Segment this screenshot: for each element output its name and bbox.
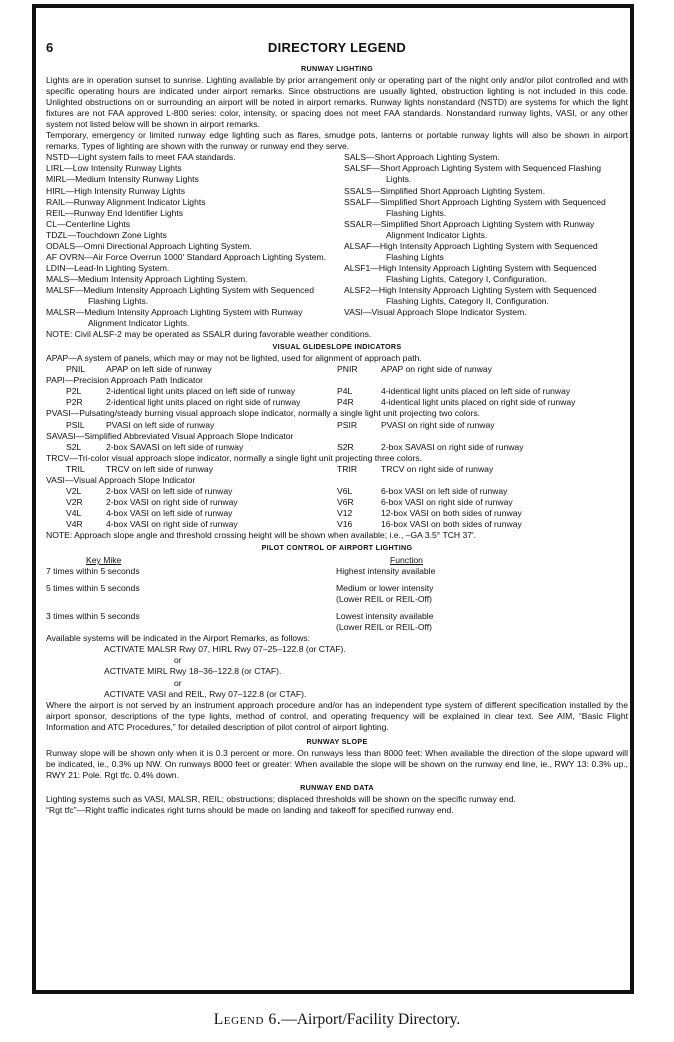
code: V4R bbox=[66, 518, 83, 529]
code-row bbox=[46, 397, 628, 408]
lighting-code-item: VASI—Visual Approach Slope Indicator System. bbox=[344, 307, 527, 318]
code-description: APAP on right side of runway bbox=[381, 364, 492, 375]
code-description: 4-box VASI on right side of runway bbox=[106, 518, 238, 529]
section-heading-runway-end-data: RUNWAY END DATA bbox=[300, 782, 374, 792]
key-mike-cell: 3 times within 5 seconds bbox=[46, 611, 140, 622]
document-body bbox=[46, 62, 628, 816]
code-description: PVASI on right side of runway bbox=[381, 419, 495, 430]
code: PNIL bbox=[66, 364, 86, 375]
note: NOTE: Approach slope angle and threshold crossing height will be shown when available; i.e., –GA 3.5° TCH 37′. bbox=[46, 529, 477, 540]
caption-title: —Airport/Facility Directory. bbox=[281, 1011, 461, 1028]
code-description: 4-identical light units placed on left side of runway bbox=[381, 386, 571, 397]
paragraph: Runway slope will be shown only when it is 0.3 percent or more. On runways less than 8000 feet: When available the direction of the slope upward will be indicated, ie., 0.3% up NW. On runways 8000 feet or greater: When available the slope will be shown on the runway end line, ie., RWY 13: 0.3% up., RWY 21: Pole. Rgt tfc. 0.4% down. bbox=[46, 747, 628, 780]
code-description: 6-box VASI on right side of runway bbox=[381, 496, 513, 507]
code: P2R bbox=[66, 397, 83, 408]
key-mike-cell: 5 times within 5 seconds bbox=[46, 583, 140, 594]
lighting-code-item: LIRL—Low Intensity Runway Lights bbox=[46, 163, 182, 174]
function-cell: Lowest intensity available (Lower REIL or REIL-Off) bbox=[336, 611, 434, 633]
lighting-code-item: ALSF2—High Intensity Approach Lighting System with Sequenced Flashing Lights, Category II, Configuration. bbox=[344, 284, 597, 306]
section-heading-runway-lighting: RUNWAY LIGHTING bbox=[301, 64, 373, 73]
code-description: APAP on left side of runway bbox=[106, 364, 212, 375]
code: PSIR bbox=[337, 419, 358, 430]
lighting-code-item: REIL—Runway End Identifier Lights bbox=[46, 207, 184, 218]
or-separator: or bbox=[174, 655, 182, 666]
code: TRIR bbox=[337, 463, 358, 474]
pilot-control-row bbox=[46, 583, 628, 605]
code-description: 12-box VASI on both sides of runway bbox=[381, 507, 522, 518]
column-header-function: Function bbox=[390, 555, 423, 566]
code: V6L bbox=[337, 485, 353, 496]
code-row bbox=[46, 386, 628, 397]
code: V2L bbox=[66, 485, 82, 496]
code-description: 2-identical light units placed on right side of runway bbox=[106, 397, 301, 408]
lighting-code-item: AF OVRN—Air Force Overrun 1000′ Standard Approach Lighting System. bbox=[46, 251, 327, 262]
lighting-code-item: SSALR—Simplified Short Approach Lighting System with Runway Alignment Indicator Lights. bbox=[344, 218, 595, 240]
code: V2R bbox=[66, 496, 83, 507]
activate-example: ACTIVATE VASI and REIL, Rwy 07–122.8 (or CTAF). bbox=[104, 688, 307, 699]
function-cell: Highest intensity available bbox=[336, 566, 436, 577]
system-definition: PVASI—Pulsating/steady burning visual approach slope indicator, normally a single light unit projecting two colors. bbox=[46, 408, 481, 419]
column-header-key-mike: Key Mike bbox=[86, 555, 122, 566]
paragraph: “Rgt tfc”—Right traffic indicates right turns should be made on landing and takeoff for specified runway end. bbox=[46, 805, 454, 816]
lighting-code-item: MIRL—Medium Intensity Runway Lights bbox=[46, 174, 199, 185]
code-description: 2-box VASI on left side of runway bbox=[106, 485, 233, 496]
code-description: TRCV on right side of runway bbox=[381, 463, 494, 474]
code-row bbox=[46, 486, 628, 497]
paragraph: Where the airport is not served by an instrument approach procedure and/or has an independent type system of different specification installed by the airport sponsor, descriptions of the type lights, method of control, and operating frequency will be explained in clear text. See AIM, “Basic Flight Information and ATC Procedures,” for detailed description of pilot control of airport lighting. bbox=[46, 699, 628, 732]
activate-example: ACTIVATE MIRL Rwy 18–36–122.8 (or CTAF). bbox=[104, 666, 282, 677]
lighting-code-item: MALSR—Medium Intensity Approach Lighting System with Runway Alignment Indicator Lights. bbox=[46, 307, 303, 329]
code-description: 16-box VASI on both sides of runway bbox=[381, 518, 522, 529]
lighting-code-item: HIRL—High Intensity Runway Lights bbox=[46, 185, 185, 196]
code: P2L bbox=[66, 386, 82, 397]
paragraph: Lights are in operation sunset to sunrise. Lighting available by prior arrangement only or operating part of the night only and/or pilot controlled and with specific operating hours are indicated under airport remarks. Since obstructions are usually lighted, obstruction lighting is not included in this code. Unlighted obstructions on or surrounding an airport will be noted in airport remarks. Runway lights nonstandard (NSTD) are systems for which the light fixtures are not FAA approved L-800 series: color, intensity, or spacing does not meet FAA standards. Nonstandard runway lights, VASI, or any other system not listed below will be shown in airport remarks. bbox=[46, 75, 628, 130]
lighting-code-item: SALS—Short Approach Lighting System. bbox=[344, 152, 500, 163]
section-heading-runway-slope: RUNWAY SLOPE bbox=[306, 736, 368, 746]
code: P4R bbox=[337, 397, 354, 408]
lighting-codes-left bbox=[46, 152, 330, 329]
system-definition: APAP—A system of panels, which may or may not be lighted, used for alignment of approach path. bbox=[46, 353, 422, 364]
code-description: 2-identical light units placed on left side of runway bbox=[106, 386, 296, 397]
lighting-code-item: ALSF1—High Intensity Approach Lighting System with Sequenced Flashing Lights, Category I, Configuration. bbox=[344, 262, 597, 284]
code-description: 2-box SAVASI on left side of runway bbox=[106, 441, 244, 452]
code-description: TRCV on left side of runway bbox=[106, 463, 213, 474]
code-description: 2-box VASI on right side of runway bbox=[106, 496, 238, 507]
note: NOTE: Civil ALSF-2 may be operated as SSALR during favorable weather conditions. bbox=[46, 329, 372, 340]
code: V4L bbox=[66, 507, 82, 518]
pilot-control-table-header bbox=[46, 555, 628, 566]
code: TRIL bbox=[66, 463, 85, 474]
lighting-code-item: RAIL—Runway Alignment Indicator Lights bbox=[46, 196, 206, 207]
code: S2L bbox=[66, 441, 82, 452]
code: PSIL bbox=[66, 419, 85, 430]
code-row bbox=[46, 442, 628, 453]
page-number: 6 bbox=[46, 40, 54, 55]
activate-example: ACTIVATE MALSR Rwy 07, HIRL Rwy 07–25–122.8 (or CTAF). bbox=[104, 644, 346, 655]
code-description: 2-box SAVASI on right side of runway bbox=[381, 441, 524, 452]
lighting-codes bbox=[46, 152, 628, 329]
paragraph: Available systems will be indicated in the Airport Remarks, as follows: bbox=[46, 633, 310, 644]
system-definition: TRCV—Tri-color visual approach slope indicator, normally a single light unit projecting three colors. bbox=[46, 452, 423, 463]
lighting-code-item: LDIN—Lead-In Lighting System. bbox=[46, 262, 170, 273]
system-definition: SAVASI—Simplified Abbreviated Visual Approach Slope Indicator bbox=[46, 430, 294, 441]
code: V12 bbox=[337, 507, 353, 518]
pilot-control-row bbox=[46, 611, 628, 633]
code: V6R bbox=[337, 496, 354, 507]
lighting-code-item: NSTD—Light system fails to meet FAA standards. bbox=[46, 152, 236, 163]
or-separator: or bbox=[174, 677, 182, 688]
page-title: DIRECTORY LEGEND bbox=[267, 40, 407, 55]
paragraph: Temporary, emergency or limited runway edge lighting such as flares, smudge pots, lanterns or portable runway lights will also be shown in airport remarks. Types of lighting are shown with the runway or runway end they serve. bbox=[46, 130, 628, 152]
key-mike-cell: 7 times within 5 seconds bbox=[46, 566, 140, 577]
code-description: PVASI on left side of runway bbox=[106, 419, 215, 430]
figure-caption bbox=[0, 1011, 674, 1029]
lighting-code-item: SALSF—Short Approach Lighting System with Sequenced Flashing Lights. bbox=[344, 163, 602, 185]
lighting-code-item: ODALS—Omni Directional Approach Lighting System. bbox=[46, 240, 252, 251]
code-row bbox=[46, 464, 628, 475]
system-definition: VASI—Visual Approach Slope Indicator bbox=[46, 474, 196, 485]
section-heading-pilot-control: PILOT CONTROL OF AIRPORT LIGHTING bbox=[261, 543, 413, 553]
code: P4L bbox=[337, 386, 353, 397]
code: V16 bbox=[337, 518, 353, 529]
lighting-code-item: MALSF—Medium Intensity Approach Lighting System with Sequenced Flashing Lights. bbox=[46, 284, 314, 306]
lighting-code-item: ALSAF—High Intensity Approach Lighting System with Sequenced Flashing Lights bbox=[344, 240, 598, 262]
section-heading-vgsi: VISUAL GLIDESLOPE INDICATORS bbox=[272, 342, 402, 352]
code-description: 6-box VASI on left side of runway bbox=[381, 485, 508, 496]
code-row bbox=[46, 420, 628, 431]
lighting-code-item: TDZL—Touchdown Zone Lights bbox=[46, 229, 167, 240]
paragraph: Lighting systems such as VASI, MALSR, REIL; obstructions; displaced thresholds will be shown on the specific runway end. bbox=[46, 794, 516, 804]
code-row bbox=[46, 508, 628, 519]
function-cell: Medium or lower intensity (Lower REIL or REIL-Off) bbox=[336, 583, 434, 605]
pilot-control-row bbox=[46, 566, 628, 577]
lighting-code-item: CL—Centerline Lights bbox=[46, 218, 131, 229]
lighting-code-item: MALS—Medium Intensity Approach Lighting System. bbox=[46, 273, 248, 284]
code-description: 4-box VASI on left side of runway bbox=[106, 507, 233, 518]
lighting-code-item: SSALS—Simplified Short Approach Lighting System. bbox=[344, 185, 546, 196]
code: S2R bbox=[337, 441, 354, 452]
lighting-codes-right bbox=[344, 152, 628, 329]
code: PNIR bbox=[337, 364, 358, 375]
caption-legend: Legend 6. bbox=[213, 1011, 282, 1028]
system-definition: PAPI—Precision Approach Path Indicator bbox=[46, 375, 203, 386]
lighting-code-item: SSALF—Simplified Short Approach Lighting System with Sequenced Flashing Lights. bbox=[344, 196, 606, 218]
code-row bbox=[46, 497, 628, 508]
code-row bbox=[46, 364, 628, 375]
code-description: 4-identical light units placed on right side of runway bbox=[381, 397, 576, 408]
code-row bbox=[46, 519, 628, 530]
